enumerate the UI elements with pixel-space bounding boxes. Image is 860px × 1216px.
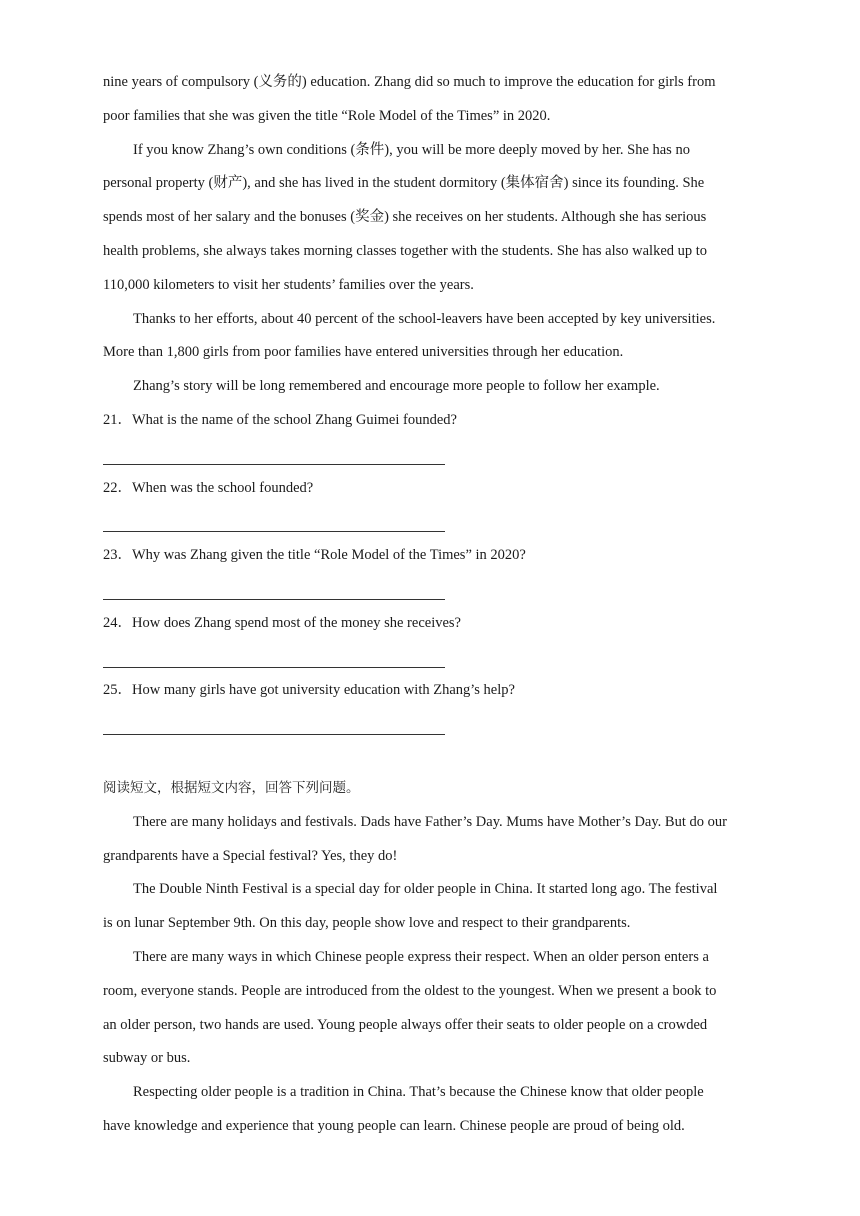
passage-line: have knowledge and experience that young people can learn. Chinese people are proud of being old.: [103, 1117, 685, 1134]
passage-line: health problems, she always takes morning classes together with the students. She has also walked up to: [103, 242, 708, 259]
question-text: Why was Zhang given the title “Role Model of the Times” in 2020?: [132, 547, 526, 564]
question-item: [103, 539, 763, 607]
answer-blank[interactable]: [103, 438, 763, 472]
question-number: 22．: [103, 479, 132, 496]
question-item: [103, 472, 763, 540]
passage-line: is on lunar September 9th. On this day, people show love and respect to their grandparents.: [103, 915, 631, 932]
passage-line: There are many holidays and festivals. Dads have Father’s Day. Mums have Mother’s Day. But do our: [133, 813, 727, 830]
question-text: When was the school founded?: [132, 479, 314, 496]
passage-line: Thanks to her efforts, about 40 percent of the school-leavers have been accepted by key universities.: [133, 310, 716, 327]
passage-line: 110,000 kilometers to visit her students’ families over the years.: [103, 276, 474, 293]
question-text: How many girls have got university education with Zhang’s help?: [132, 682, 515, 699]
answer-blank[interactable]: [103, 505, 763, 539]
question-item: [103, 607, 763, 675]
passage-line: The Double Ninth Festival is a special day for older people in China. It started long ago. The festival: [133, 881, 718, 898]
passage-line: nine years of compulsory (义务的) education. Zhang did so much to improve the education for girls from: [103, 74, 716, 90]
passage-line: grandparents have a Special festival? Yes, they do!: [103, 847, 398, 864]
passage-line: subway or bus.: [103, 1050, 191, 1067]
question-number: 21．: [103, 411, 132, 428]
question-number: 25．: [103, 682, 132, 699]
question-number: 23．: [103, 547, 132, 564]
passage-line: There are many ways in which Chinese people express their respect. When an older person enters a: [133, 948, 709, 965]
question-text: What is the name of the school Zhang Guimei founded?: [132, 411, 457, 428]
section-instruction: 阅读短文，根据短文内容，回答下列问题。: [103, 779, 360, 796]
passage-zhang-guimei: [103, 66, 763, 404]
passage-line: poor families that she was given the title “Role Model of the Times” in 2020.: [103, 107, 551, 124]
answer-blank[interactable]: [103, 641, 763, 675]
question-number: 24．: [103, 614, 132, 631]
passage-line: an older person, two hands are used. Young people always offer their seats to older people on a crowded: [103, 1016, 708, 1033]
question-item: [103, 674, 763, 742]
passage-line: spends most of her salary and the bonuses (奖金) she receives on her students. Although she has serious: [103, 209, 707, 226]
question-text: How does Zhang spend most of the money she receives?: [132, 614, 461, 631]
passage-line: room, everyone stands. People are introduced from the oldest to the youngest. When we present a book to: [103, 982, 717, 999]
passage-line: personal property (财产), and she has lived in the student dormitory (集体宿舍) since its founding. She: [103, 175, 705, 192]
document-page: [103, 66, 763, 1144]
passage-line: Zhang’s story will be long remembered and encourage more people to follow her example.: [133, 378, 660, 395]
passage-line: If you know Zhang’s own conditions (条件), you will be more deeply moved by her. She has no: [133, 141, 690, 158]
passage-line: Respecting older people is a tradition in China. That’s because the Chinese know that older people: [133, 1084, 704, 1101]
passage-double-ninth: [103, 772, 763, 1144]
answer-blank[interactable]: [103, 573, 763, 607]
section-gap: [103, 742, 763, 772]
question-list: [103, 404, 763, 742]
question-item: [103, 404, 763, 472]
passage-line: More than 1,800 girls from poor families have entered universities through her education.: [103, 344, 624, 361]
answer-blank[interactable]: [103, 708, 763, 742]
